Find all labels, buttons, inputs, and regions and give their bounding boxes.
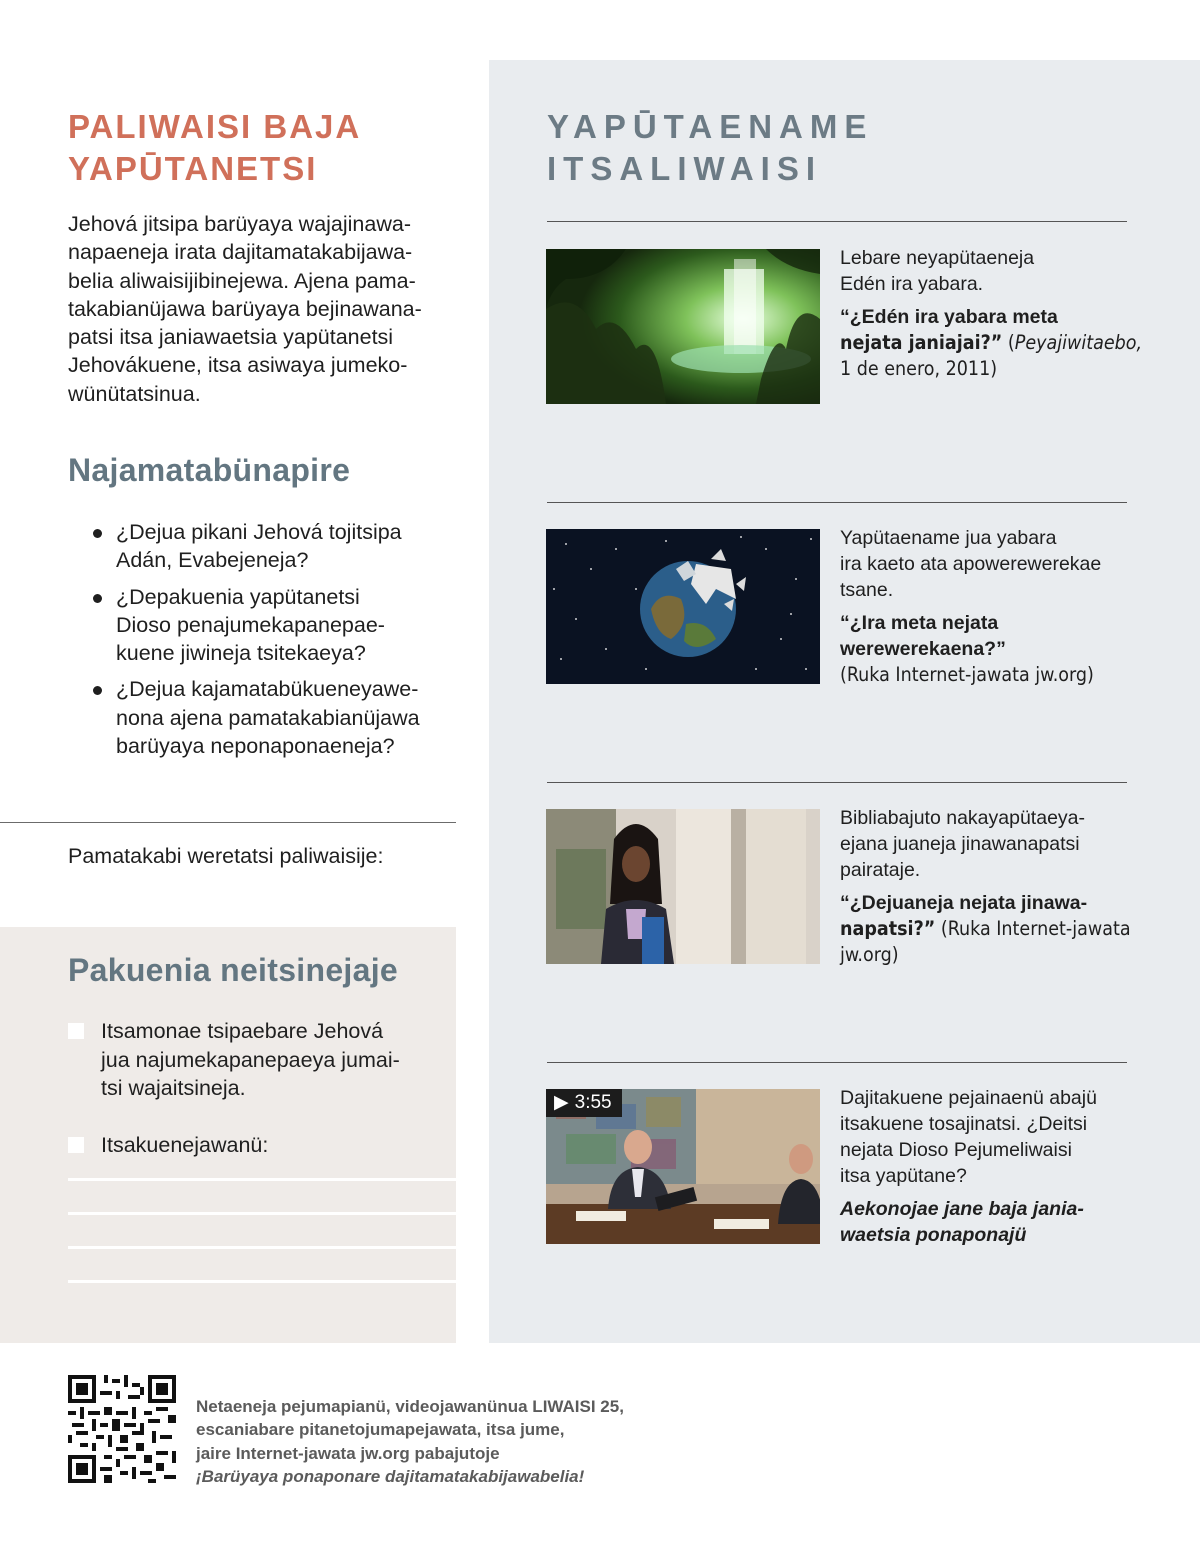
question-item: ¿Dejua kajamatabükueneyawe- nona ajena pamatakabianüjawa barüyaya neponaponaeneja? xyxy=(93,675,463,760)
divider xyxy=(547,1062,1127,1063)
write-line[interactable] xyxy=(68,1280,456,1283)
waterfall-paradise-image[interactable] xyxy=(546,249,820,404)
resource-paradise: Lebare neyapütaeneja Edén ira yabara. “¿Edén ira yabara meta nejata janiajai?” (Peyajiwitaebo, 1 de enero, 2011) xyxy=(840,247,1143,380)
question-item: ¿Dejua pikani Jehová tojitsipa Adán, Evabejeneja? xyxy=(93,518,463,575)
bullet-icon xyxy=(93,686,102,695)
bullet-icon xyxy=(93,529,102,538)
write-line[interactable] xyxy=(68,1246,456,1249)
homework-heading: Pakuenia neitsinejaje xyxy=(68,952,399,988)
divider xyxy=(547,221,1127,222)
shattering-earth-image[interactable] xyxy=(546,529,820,684)
write-line[interactable] xyxy=(68,1178,456,1181)
explore-title: YAPŪTAENAME ITSALIWAISI xyxy=(547,108,874,187)
question-item: ¿Depakuenia yapütanetsi Dioso penajumekapanepae- kuene jiwineja tsitekaeya? xyxy=(93,583,463,668)
resource-link[interactable]: “¿Ira meta nejata xyxy=(840,612,999,634)
divider xyxy=(547,782,1127,783)
resource-link[interactable]: “¿Edén ira yabara meta xyxy=(840,306,1058,328)
play-icon[interactable]: ▶ xyxy=(554,1092,569,1113)
checkbox[interactable] xyxy=(68,1137,84,1153)
homework-item-label: Itsakuenejawanü: xyxy=(101,1133,269,1157)
divider xyxy=(0,822,456,823)
resource-earth: Yapütaename jua yabara ira kaeto ata apowerewerekae tsane. “¿Ira meta nejata werewerekaena?” (Ruka Internet-jawata jw.org) xyxy=(840,525,1130,688)
divider xyxy=(547,502,1127,503)
video-duration-badge: ▶ 3:55 xyxy=(546,1089,622,1117)
resource-link[interactable]: werewerekaena?” xyxy=(840,638,1006,660)
questions-heading: Najamatabünapire xyxy=(68,452,351,488)
woman-with-bible-image[interactable] xyxy=(546,809,820,964)
note-label: Pamatakabi weretatsi paliwaisije: xyxy=(68,844,384,868)
homework-item-label: Itsamonae tsipaebare Jehová jua najumekapanepaeya jumai- tsi wajaitsineja. xyxy=(101,1019,400,1100)
resource-link[interactable]: “¿Dejuaneja nejata jinawa- xyxy=(840,892,1088,914)
summary-title: PALIWAISI BAJA YAPŪTANETSI xyxy=(68,108,362,187)
summary-paragraph: Jehová jitsipa barüyaya wajajinawa- napaeneja irata dajitamatakabijawa- belia aliwaisijibinejewa. Ajena pama- takabianüjawa barüyaya bejinawana- patsi itsa janiawaetsia yapütanetsi Jehovákuene, itsa asiwaya jumeko- wünütatsinua. xyxy=(68,212,422,406)
resource-link[interactable]: napatsi?” xyxy=(840,917,936,940)
write-line[interactable] xyxy=(68,1212,456,1215)
bullet-icon xyxy=(93,594,102,603)
resource-video: Dajitakuene pejainaenü abajü itsakuene tosajinatsi. ¿Deitsi nejata Dioso Pejumeliwaisi itsa yapütane? Aekonojae jane baja jania- waetsia ponaponajü xyxy=(840,1085,1130,1248)
questions-list xyxy=(93,518,463,768)
resource-link[interactable]: Aekonojae jane baja jania- xyxy=(840,1198,1084,1220)
qr-code-icon[interactable] xyxy=(68,1375,176,1483)
resource-link[interactable]: nejata janiajai?” xyxy=(840,331,1003,354)
bible-study-video-image[interactable] xyxy=(546,1089,820,1244)
checkbox[interactable] xyxy=(68,1023,84,1039)
resource-link[interactable]: waetsia ponaponajü xyxy=(840,1224,1027,1246)
footer-note: Netaeneja pejumapianü, videojawanünua LIWAISI 25, escaniabare pitanetojumapejawata, itsa jume, jaire Internet-jawata jw.org pabajutoje ¡Barüyaya ponaponare dajitamatakabijawabelia! xyxy=(196,1397,624,1486)
resource-bible-study: Bibliabajuto nakayapütaeya- ejana juaneja jinawanapatsi pairataje. “¿Dejuaneja nejata jinawa- napatsi?” (Ruka Internet-jawata jw.org) xyxy=(840,807,1131,966)
